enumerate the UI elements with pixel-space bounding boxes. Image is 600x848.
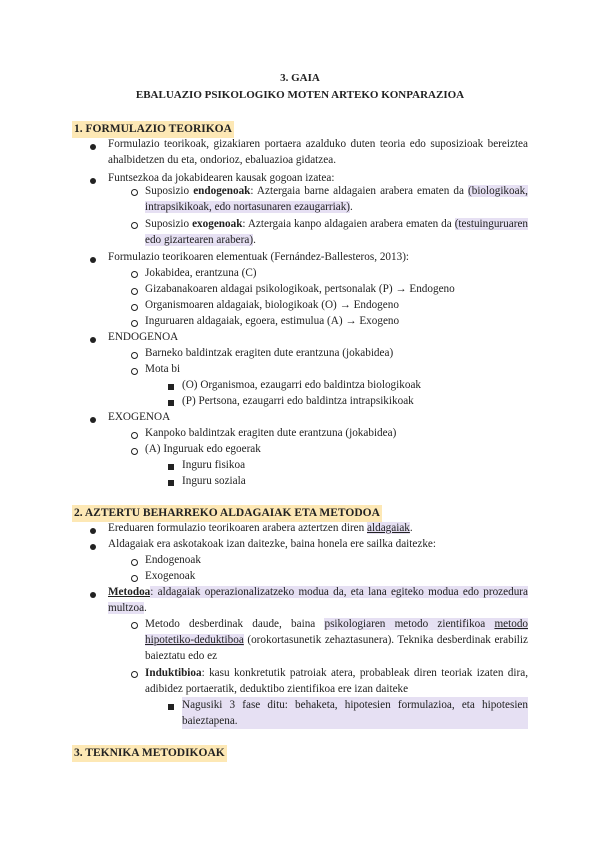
variable-type-item: Endogenoak	[145, 554, 201, 566]
endogenoa-subitem: (O) Organismoa, ezaugarri edo baldintza biologikoak	[182, 379, 422, 391]
endogenoa-item: Barneko baldintzak eragiten dute erantzuna (jokabidea)	[145, 347, 394, 359]
text-fragment: .	[350, 201, 353, 214]
circle-bullet-icon	[131, 352, 138, 359]
s2-phases-item: Nagusiki 3 fase ditu: behaketa, hipotesien formulazioa, eta hipotesien baieztapena.	[182, 697, 528, 729]
s1-exogenous-item	[145, 216, 528, 248]
exogenoa-item: Kanpoko baldintzak eragiten dute erantzuna (jokabidea)	[145, 427, 397, 439]
s1-endogenous-item	[145, 183, 528, 215]
text-fragment: .	[253, 234, 256, 247]
bullet-icon	[90, 337, 96, 343]
section-2-heading: 2. AZTERTU BEHARREKO ALDAGAIAK ETA METODOA	[72, 505, 382, 522]
title-line-1: 3. GAIA	[280, 72, 320, 84]
circle-bullet-icon	[131, 304, 138, 311]
circle-bullet-icon	[131, 271, 138, 278]
s1-paragraph-1: Formulazio teorikoak, gizakiaren portaera azalduko duten teoria edo suposizioak bereiztea ahalbidetzen du eta, ondorioz, ebaluazioa gidatzea.	[108, 138, 528, 167]
circle-bullet-icon	[131, 222, 138, 229]
highlighted-text: psikologiaren metodo zientifikoa	[324, 618, 486, 630]
circle-bullet-icon	[131, 432, 138, 439]
square-bullet-icon	[168, 384, 174, 390]
circle-bullet-icon	[131, 622, 138, 629]
highlighted-text: (testuinguruaren edo gizartearen arabera)	[145, 218, 529, 247]
text-fragment: : kasu konkretutik patroiak atera, probableak diren teoriak izaten dira, adibidez portaeratik, deduktibo zientifikoa ere izan daiteke	[145, 667, 528, 696]
bullet-icon	[90, 144, 96, 150]
circle-bullet-icon	[131, 368, 138, 375]
s2-inductive-item	[145, 665, 528, 697]
s1-paragraph-3: Formulazio teorikoaren elementuak (Fernández-Ballesteros, 2013):	[108, 251, 410, 263]
circle-bullet-icon	[131, 671, 138, 678]
text-fragment: : Aztergaia kanpo aldagaien arabera ematen da	[242, 218, 455, 230]
s2-method-types-item	[145, 616, 528, 665]
circle-bullet-icon	[131, 189, 138, 196]
square-bullet-icon	[168, 480, 174, 486]
title-line-2: EBALUAZIO PSIKOLOGIKO MOTEN ARTEKO KONPARAZIOA	[135, 89, 465, 101]
endogenoa-item: Mota bi	[145, 363, 181, 375]
exogenoa-subitem: Inguru fisikoa	[182, 459, 246, 471]
section-3-heading: 3. TEKNIKA METODIKOAK	[72, 745, 227, 762]
element-item: Jokabidea, erantzuna (C)	[145, 267, 257, 279]
bullet-icon	[90, 417, 96, 423]
element-item: Inguruaren aldagaiak, egoera, estimulua (A) → Exogeno	[145, 315, 400, 327]
exogenoa-item: (A) Inguruak edo egoerak	[145, 443, 261, 455]
element-item: Gizabanakoaren aldagai psikologikoak, pertsonalak (P) → Endogeno	[145, 283, 455, 295]
exogenoa-subitem: Inguru soziala	[182, 475, 246, 487]
bullet-icon	[90, 544, 96, 550]
text-fragment: Ereduaren formulazio teorikoaren arabera aztertzen diren	[108, 522, 368, 534]
document-title	[0, 70, 600, 104]
highlighted-text: (biologikoak, intrapsikikoak, edo nortasunaren ezaugarriak)	[145, 185, 528, 214]
text-fragment: (orokortasunetik zehaztasunera). Teknika desberdinak erabiliz baieztatu edo ez	[145, 634, 528, 663]
circle-bullet-icon	[131, 288, 138, 295]
bullet-icon	[90, 592, 96, 598]
term-endogenoak: endogenoak	[193, 185, 251, 197]
text-fragment: Metodo desberdinak daude, baina	[145, 618, 325, 630]
circle-bullet-icon	[131, 320, 138, 327]
s2-paragraph-2: Aldagaiak era askotakoak izan daitezke, baina honela ere sailka daitezke:	[108, 538, 436, 550]
element-item: Organismoaren aldagaiak, biologikoak (O) → Endogeno	[145, 299, 399, 311]
circle-bullet-icon	[131, 559, 138, 566]
highlighted-link-text: metodo hipotetiko-deduktiboa	[145, 618, 529, 647]
highlighted-text: : aldagaiak operazionalizatzeko modua da, eta lana egiteko modua edo prozedura multzoa	[108, 586, 528, 615]
term-induktibioa: Induktibioa	[145, 667, 202, 679]
text-fragment: : Aztergaia barne aldagaien arabera ematen da	[250, 185, 468, 197]
term-exogenoak: exogenoak	[192, 218, 243, 230]
exogenoa-label: EXOGENOA	[108, 411, 171, 423]
s2-paragraph-1	[108, 520, 413, 536]
circle-bullet-icon	[131, 575, 138, 582]
highlighted-link-text: aldagaiak	[367, 522, 410, 534]
endogenoa-label: ENDOGENOA	[108, 331, 179, 343]
text-fragment: Suposizio	[145, 185, 194, 197]
text-fragment: .	[144, 602, 147, 615]
endogenoa-subitem: (P) Pertsona, ezaugarri edo baldintza intrapsikikoak	[182, 395, 414, 407]
bullet-icon	[90, 178, 96, 184]
section-1-heading: 1. FORMULAZIO TEORIKOA	[72, 121, 234, 138]
square-bullet-icon	[168, 704, 174, 710]
term-metodoa: Metodoa	[108, 586, 151, 598]
variable-type-item: Exogenoak	[145, 570, 196, 582]
s2-metodoa-item	[108, 584, 528, 616]
square-bullet-icon	[168, 400, 174, 406]
square-bullet-icon	[168, 464, 174, 470]
bullet-icon	[90, 528, 96, 534]
bullet-icon	[90, 257, 96, 263]
s1-paragraph-2: Funtsezkoa da jokabidearen kausak gogoan izatea:	[108, 172, 335, 184]
circle-bullet-icon	[131, 448, 138, 455]
text-fragment: .	[409, 522, 413, 534]
text-fragment: Suposizio	[145, 218, 193, 230]
